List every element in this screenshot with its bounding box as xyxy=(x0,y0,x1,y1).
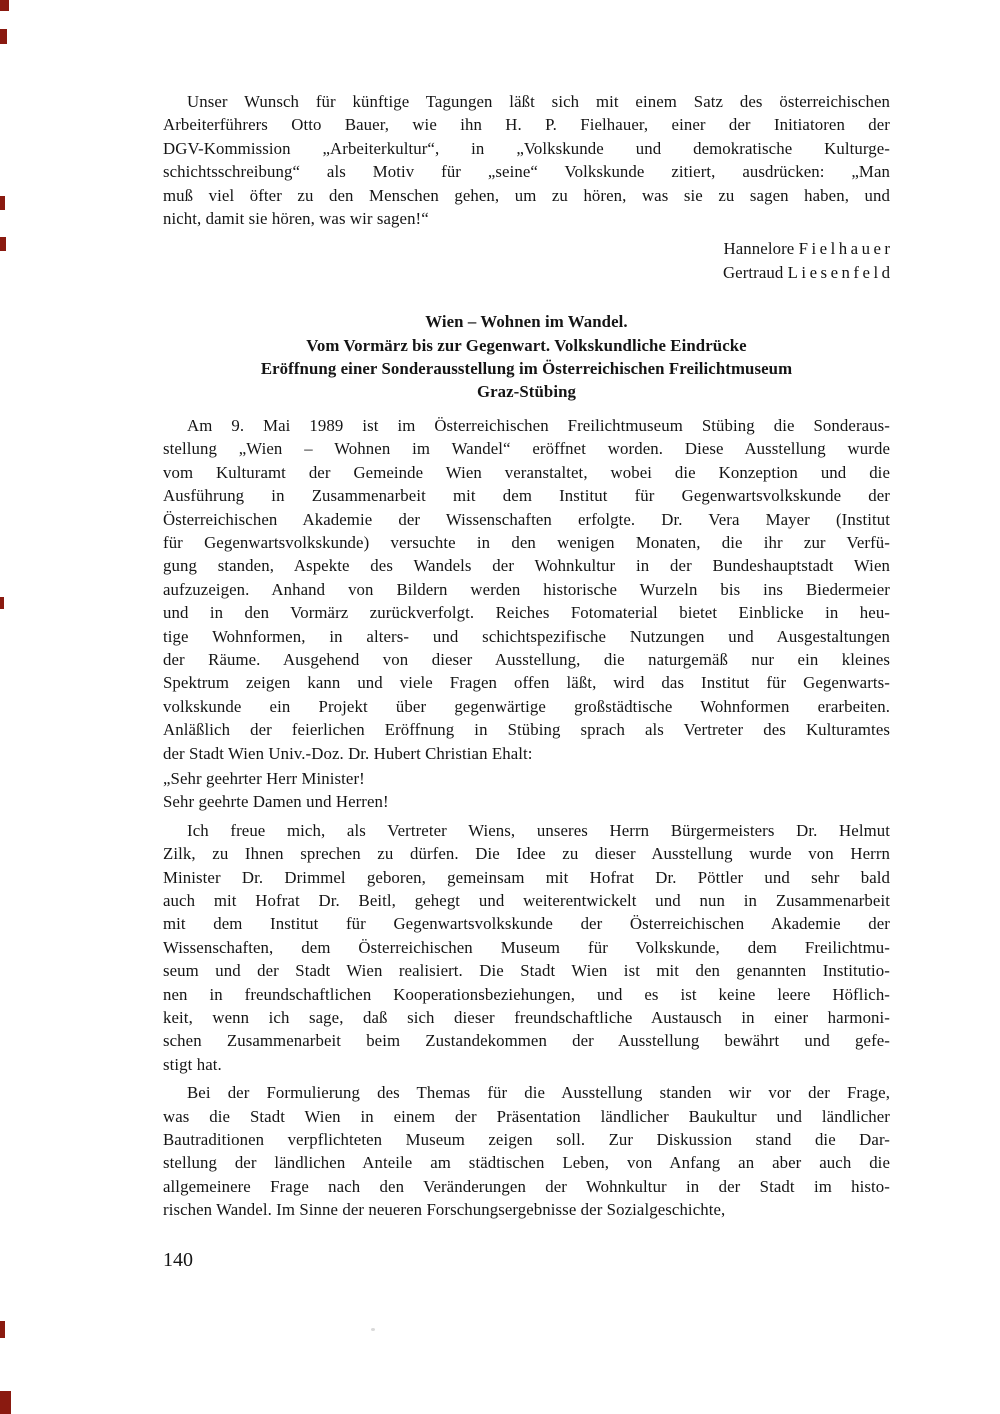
text-line: aufzuzeigen. Anhand von Bildern werden historische Wurzeln bis ins Biedermeier xyxy=(163,579,890,599)
signature-author-2 xyxy=(163,261,894,284)
text-line: tige Wohnformen, in alters- und schichtspezifische Nutzungen und Ausgestaltungen xyxy=(163,626,890,646)
text-line: stigt hat. xyxy=(163,1054,222,1074)
text-line: vom Kulturamt der Gemeinde Wien veranstaltet, wobei die Konzeption und die xyxy=(163,462,890,482)
signature-surname: Liesenfeld xyxy=(787,262,894,282)
text-line: Anläßlich der feierlichen Eröffnung in Stübing sprach als Vertreter des Kulturamtes xyxy=(163,720,890,740)
scan-speck xyxy=(371,1328,375,1331)
signature-given-name: Gertraud xyxy=(722,262,788,282)
intro-paragraph xyxy=(163,90,890,230)
text-line: Minister Dr. Drimmel geboren, gemeinsam mit Hofrat Dr. Pöttler und sehr bald xyxy=(163,867,890,887)
opening-paragraph xyxy=(163,414,890,765)
text-line: für Gegenwartsvolkskunde) versuchte in den wenigen Monaten, die ihr zur Verfü- xyxy=(163,532,890,552)
text-line: stellung der ländlichen Anteile am städtischen Leben, von Anfang an aber auch die xyxy=(163,1153,890,1173)
text-line: schichtsschreibung“ als Motiv für „seine“ Volkskunde zitiert, ausdrücken: „Man xyxy=(163,162,890,182)
signatures xyxy=(163,237,894,284)
text-line: auch mit Hofrat Dr. Beitl, gehegt und weiterentwickelt und nun in Zusammenarbeit xyxy=(163,891,890,910)
text-line: Unser Wunsch für künftige Tagungen läßt sich mit einem Satz des österreichischen xyxy=(187,92,890,111)
text-line: Eröffnung einer Sonderausstellung im Österreichischen Freilichtmuseum xyxy=(260,359,793,379)
speech-paragraph-2 xyxy=(163,1081,890,1221)
text-line: Spektrum zeigen kann und viele Fragen offen läßt, wird das Institut für Gegenwarts- xyxy=(163,673,890,693)
text-line: muß viel öfter zu den Menschen gehen, um zu hören, was sie zu sagen haben, und xyxy=(163,185,890,205)
text-line: Österreichischen Akademie der Wissenschaften erfolgte. Dr. Vera Mayer (Institut xyxy=(163,509,890,529)
text-line: Zilk, zu Ihnen sprechen zu dürfen. Die Idee zu dieser Ausstellung wurde von Herrn xyxy=(163,844,890,864)
text-line: Sehr geehrte Damen und Herren! xyxy=(163,792,389,812)
scan-edge-mark xyxy=(0,1321,5,1338)
text-line: keit, wenn ich sage, daß sich dieser freundschaftliche Austausch in einer harmoni- xyxy=(163,1008,890,1028)
scan-edge-mark xyxy=(0,1391,11,1414)
text-line: stellung „Wien – Wohnen im Wandel“ eröffnet worden. Diese Ausstellung wurde xyxy=(163,439,890,459)
speech-paragraph-1 xyxy=(163,819,890,1076)
text-line: der Stadt Wien Univ.-Doz. Dr. Hubert Christian Ehalt: xyxy=(163,743,533,763)
text-line: gung standen, Aspekte des Wandels der Wohnkultur in der Bundeshauptstadt Wien xyxy=(163,556,890,576)
text-line: Arbeiterführers Otto Bauer, wie ihn H. P. Fielhauer, einer der Initiatoren der xyxy=(163,115,890,135)
text-line: Am 9. Mai 1989 ist im Österreichischen Freilichtmuseum Stübing die Sonderaus- xyxy=(187,415,890,435)
text-line: Ausführung in Zusammenarbeit mit dem Institut für Gegenwartsvolkskunde der xyxy=(163,486,890,506)
text-column xyxy=(163,90,894,1222)
text-line: allgemeinere Frage nach den Veränderungen der Wohnkultur in der Stadt im histo- xyxy=(163,1176,890,1196)
text-line: mit dem Institut für Gegenwartsvolkskunde der Österreichischen Akademie der xyxy=(163,914,890,934)
text-line: der Räume. Ausgehend von dieser Ausstellung, die naturgemäß nur ein kleines xyxy=(163,649,890,669)
scan-edge-mark xyxy=(0,196,5,210)
salutation xyxy=(163,767,890,814)
text-line: Bei der Formulierung des Themas für die Ausstellung standen wir vor der Frage, xyxy=(187,1083,890,1103)
text-line: Wien – Wohnen im Wandel. xyxy=(425,312,628,332)
text-line: nen in freundschaftlichen Kooperationsbeziehungen, und es ist keine leere Höflich- xyxy=(163,984,890,1004)
article-title xyxy=(163,310,890,404)
scan-edge-mark xyxy=(0,29,7,44)
text-line: volkskunde ein Projekt über gegenwärtige großstädtische Wohnformen erarbeiten. xyxy=(163,696,890,716)
text-line: Graz-Stübing xyxy=(476,382,577,402)
signature-author-1 xyxy=(163,237,894,260)
text-line: seum und der Stadt Wien realisiert. Die Stadt Wien ist mit den genannten Institutio- xyxy=(163,961,890,981)
signature-surname: Fielhauer xyxy=(798,239,894,259)
text-line: Bautraditionen verpflichteten Museum zeigen soll. Zur Diskussion stand die Dar- xyxy=(163,1130,890,1150)
text-line: Wissenschaften, dem Österreichischen Museum für Volkskunde, dem Freilichtmu- xyxy=(163,937,890,957)
scan-edge-mark xyxy=(0,597,4,609)
text-line: und in den Vormärz zurückverfolgt. Reiches Fotomaterial bietet Einblicke in heu- xyxy=(163,603,890,623)
text-line: Vom Vormärz bis zur Gegenwart. Volkskundliche Eindrücke xyxy=(306,335,747,355)
signature-given-name: Hannelore xyxy=(723,239,799,259)
text-line: „Sehr geehrter Herr Minister! xyxy=(163,768,365,788)
scan-edge-mark xyxy=(0,237,6,251)
text-line: rischen Wandel. Im Sinne der neueren Forschungsergebnisse der Sozialgeschichte, xyxy=(163,1200,726,1220)
scan-edge-mark xyxy=(0,0,9,11)
text-line: DGV-Kommission „Arbeiterkultur“, in „Volkskunde und demokratische Kulturge- xyxy=(163,138,890,158)
text-line: schen Zusammenarbeit beim Zustandekommen der Ausstellung bewährt und gefe- xyxy=(163,1031,890,1051)
page-number: 140 xyxy=(163,1249,193,1271)
text-line: nicht, damit sie hören, was wir sagen!“ xyxy=(163,209,429,229)
text-line: Ich freue mich, als Vertreter Wiens, unseres Herrn Bürgermeisters Dr. Helmut xyxy=(187,820,890,840)
text-line: was die Stadt Wien in einem der Präsentation ländlicher Baukultur und ländlicher xyxy=(163,1106,890,1126)
